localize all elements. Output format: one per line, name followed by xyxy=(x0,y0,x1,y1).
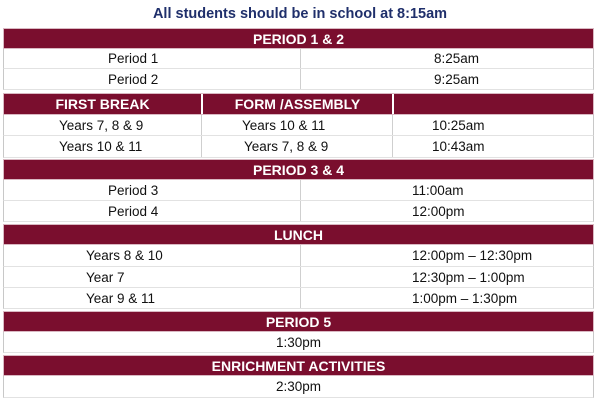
table-row xyxy=(3,376,594,398)
table-row xyxy=(3,201,594,222)
lunch-header xyxy=(3,224,594,245)
period-5-header xyxy=(3,311,594,332)
breaks-time-row-2: 10:43am xyxy=(432,139,485,154)
table-row xyxy=(3,115,594,136)
enrichment-header-label: ENRICHMENT ACTIVITIES xyxy=(211,357,386,374)
first-break-row-1: Years 7, 8 & 9 xyxy=(59,117,144,133)
period-1-2-header xyxy=(3,28,594,49)
row-divider xyxy=(392,136,393,157)
period-3-time: 11:00am xyxy=(412,182,464,198)
form-assembly-header xyxy=(201,94,392,114)
lunch-row-3-label: Year 9 & 11 xyxy=(86,290,156,306)
first-break-header-label: FIRST BREAK xyxy=(55,96,150,112)
table-row xyxy=(3,180,594,201)
form-assembly-row-2: Years 7, 8 & 9 xyxy=(244,139,329,154)
period-4-label: Period 4 xyxy=(108,203,159,219)
table-row xyxy=(3,49,594,69)
lunch-header-label: LUNCH xyxy=(274,226,323,243)
period-1-time: 8:25am xyxy=(434,51,480,66)
page-title: All students should be in school at 8:15am xyxy=(152,6,448,22)
form-assembly-row-1: Years 10 & 11 xyxy=(242,117,326,133)
breaks-time-row-1: 10:25am xyxy=(432,117,485,133)
breaks-time-header xyxy=(392,94,593,114)
row-divider xyxy=(201,136,202,157)
table-row xyxy=(3,332,594,353)
period-4-time: 12:00pm xyxy=(412,203,465,219)
enrichment-header xyxy=(3,355,594,376)
period-2-label: Period 2 xyxy=(108,71,159,87)
period-3-label: Period 3 xyxy=(108,182,159,198)
table-row xyxy=(3,136,594,158)
first-break-header xyxy=(4,94,201,114)
table-row xyxy=(3,267,594,288)
form-assembly-header-label: FORM /ASSEMBLY xyxy=(234,96,361,112)
period-5-header-label: PERIOD 5 xyxy=(265,313,332,330)
period-3-4-header-label: PERIOD 3 & 4 xyxy=(252,161,345,178)
breaks-header xyxy=(3,93,594,115)
period-5-time: 1:30pm xyxy=(275,334,322,350)
lunch-row-3-time: 1:00pm – 1:30pm xyxy=(412,290,518,306)
period-1-label: Period 1 xyxy=(108,51,159,66)
lunch-row-2-label: Year 7 xyxy=(86,269,125,285)
lunch-row-1-label: Years 8 & 10 xyxy=(86,248,163,263)
enrichment-time: 2:30pm xyxy=(275,379,322,394)
period-1-2-header-label: PERIOD 1 & 2 xyxy=(252,30,345,47)
row-divider xyxy=(201,115,202,135)
table-row xyxy=(3,69,594,90)
lunch-row-1-time: 12:00pm – 12:30pm xyxy=(412,248,533,263)
lunch-row-2-time: 12:30pm – 1:00pm xyxy=(412,269,525,285)
row-divider xyxy=(392,115,393,135)
period-2-time: 9:25am xyxy=(434,71,480,87)
table-row xyxy=(3,288,594,309)
table-row xyxy=(3,245,594,267)
first-break-row-2: Years 10 & 11 xyxy=(59,139,143,154)
period-3-4-header xyxy=(3,159,594,180)
